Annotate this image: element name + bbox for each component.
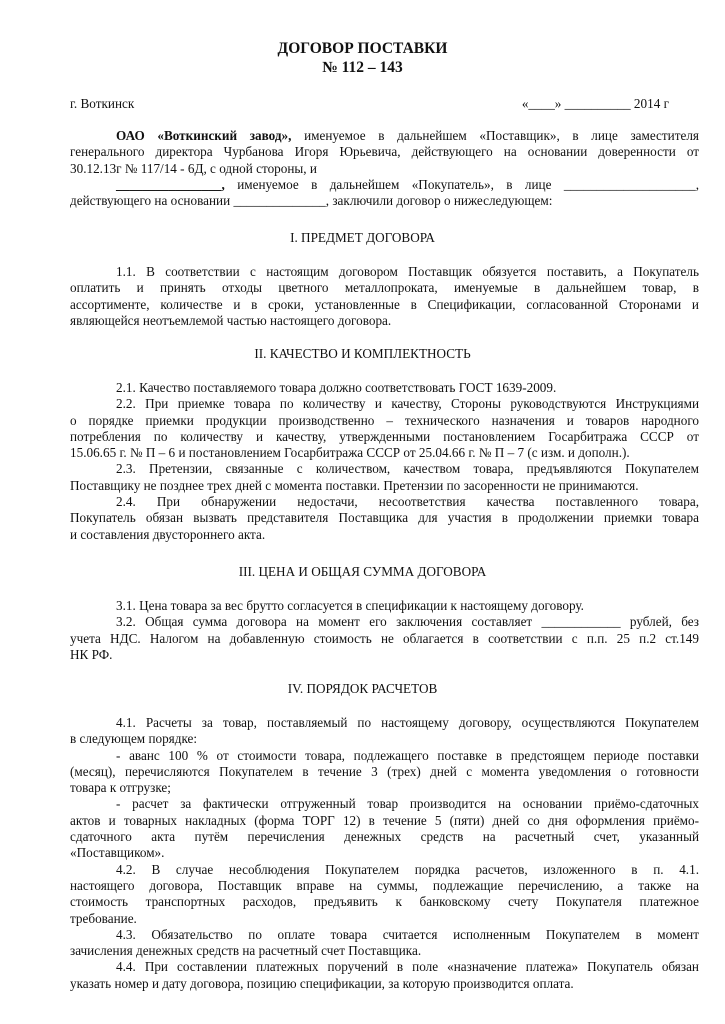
text-line: 3.2. Общая сумма договора на момент его заключения составляет ____________ рублей, без (116, 614, 699, 630)
text-line: Покупатель обязан вызвать представителя Поставщика для участия в продолжении приемки товара (70, 510, 699, 526)
text-line: (месяц), перечисляются Покупателем в течение 3 (трех) дней с момента уведомления о готовности (70, 763, 699, 779)
section-heading-2: II. КАЧЕСТВО И КОМПЛЕКТНОСТЬ (254, 346, 471, 361)
text-line: действующего на основании ______________, заключили договор о нижеследующем: (70, 193, 553, 209)
section-3-body (70, 598, 699, 663)
text-line: являющейся неотъемлемой частью настоящего договора. (70, 312, 392, 328)
text-line: оплатить и принять отходы цветного металлопроката, именуемые в дальнейшем товар, в (70, 280, 699, 296)
section-2-body (70, 380, 699, 543)
text-line: 2.2. При приемке товара по количеству и качеству, Стороны руководствуются Инструкциями (116, 396, 699, 412)
text-line: генерального директора Чурбанова Игоря Юрьевича, действующего на основании доверенности от (70, 144, 699, 160)
text-line: 1.1. В соответствии с настоящим договором Поставщик обязуется поставить, а Покупатель (116, 264, 699, 279)
section-4-body (70, 715, 699, 992)
section-heading-1: I. ПРЕДМЕТ ДОГОВОРА (290, 230, 435, 245)
text-line: - расчет за фактически отгруженный товар производится на основании приёмо-сдаточных (116, 796, 699, 812)
text-line: в следующем порядке: (70, 731, 198, 747)
text-line: 4.3. Обязательство по оплате товара считается исполненным Покупателем в момент (116, 926, 699, 942)
text-line: НК РФ. (70, 646, 113, 662)
text-line: ассортименте, количестве и в сроки, установленные в Спецификации, согласованной Сторонами и (70, 296, 699, 312)
text-line: 2.3. Претензии, связанные с количеством, качеством товара, предъявляются Покупателем (116, 461, 699, 477)
section-heading-3: III. ЦЕНА И ОБЩАЯ СУММА ДОГОВОРА (238, 564, 487, 579)
text-line: ОАО «Воткинский завод», именуемое в дальнейшем «Поставщик», в лице заместителя (116, 128, 699, 143)
text-line: о порядке приемки продукции производственно – технического назначения и товаров народного (70, 412, 699, 428)
text-line: 30.12.13г № 117/14 - 6Д, с одной стороны, и (70, 160, 317, 176)
text-line: учета НДС. Налогом на добавленную стоимость не облагается в соответствии с п.п. 25 п.2 ст.149 (70, 630, 699, 646)
contract-number: № 112 – 143 (322, 59, 403, 76)
text-line: 2.4. При обнаружении недостачи, несоответствия качества поставленного товара, (116, 494, 699, 510)
text-line: 15.06.65 г. № П – 6 и постановлением Госарбитража СССР от 25.04.66 г. № П – 7 (с изм. и дополн.). (70, 445, 630, 461)
section-heading-4: IV. ПОРЯДОК РАСЧЕТОВ (287, 681, 438, 696)
text-line: требование. (70, 910, 137, 926)
text-line: 4.2. В случае несоблюдения Покупателем порядка расчетов, изложенного в п. 4.1. (116, 861, 699, 877)
text-line: сдаточного акта путём перечисления денежных средств на расчетный счет, указанный (70, 829, 699, 845)
text-line: 3.1. Цена товара за вес брутто согласуется в спецификации к настоящему договору. (116, 598, 584, 613)
city: г. Воткинск (70, 96, 135, 111)
text-line: товара к отгрузке; (70, 780, 171, 796)
buyer-blank: ________________, (116, 177, 225, 192)
text-line: указать номер и дату договора, позицию спецификации, за которую производится оплата. (70, 975, 574, 991)
preamble-paragraph-1 (70, 128, 699, 177)
contract-date: «____» __________ 2014 г (521, 96, 669, 111)
document-title: ДОГОВОР ПОСТАВКИ (277, 40, 448, 57)
text-line: 4.4. При составлении платежных поручений в поле «назначение платежа» Покупатель обязан (116, 959, 699, 975)
section-1-body (70, 264, 699, 329)
supplier-name: ОАО «Воткинский завод», (116, 128, 292, 143)
text-line: зачисления денежных средств на расчетный счет Поставщика. (70, 943, 422, 959)
text-line: и составления двустороннего акта. (70, 526, 266, 542)
text-line: настоящего договора, Поставщик вправе на суммы, подлежащие перечислению, а также на (70, 877, 699, 893)
text-line: Поставщику не позднее трех дней с момента поставки. Претензии по засоренности не принимаются. (70, 477, 639, 493)
text-line: 4.1. Расчеты за товар, поставляемый по настоящему договору, осуществляются Покупателем (116, 715, 699, 730)
text-line: 2.1. Качество поставляемого товара должно соответствовать ГОСТ 1639-2009. (116, 380, 557, 395)
text-line: потребления по количеству и качеству, утвержденными постановлением Госарбитража СССР от (70, 428, 699, 444)
text-line: - аванс 100 % от стоимости товара, подлежащего поставке в предстоящем периоде поставки (116, 747, 699, 763)
preamble-paragraph-2 (70, 177, 699, 210)
text-line: ________________, именуемое в дальнейшем «Покупатель», в лице ____________________, (116, 177, 699, 192)
text-line: «Поставщиком». (70, 845, 165, 861)
text-line: актов и товарных накладных (форма ТОРГ 12) в течение 5 (пяти) дней со дня оформления приёмо- (70, 812, 699, 828)
text-line: стоимость транспортных расходов, предъявить к банковскому счету Покупателя платежное (70, 894, 699, 910)
